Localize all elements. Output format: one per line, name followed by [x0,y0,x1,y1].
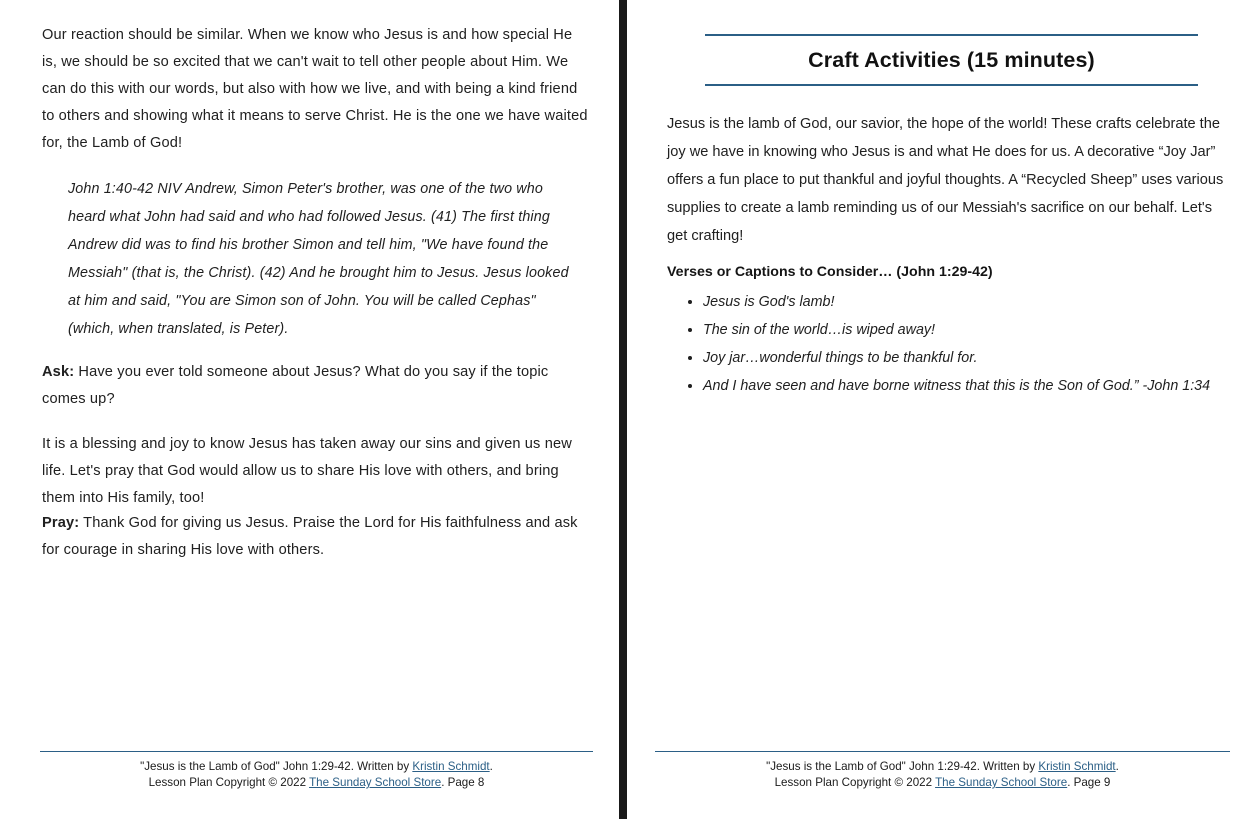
footer-credit-text-right: "Jesus is the Lamb of God" John 1:29-42. Written by [766,760,1039,773]
footer-page-number-left: . Page 8 [441,776,485,789]
paragraph-reaction: Our reaction should be similar. When we know who Jesus is and how special He is, we should be so excited that we can't wait to tell other people about Him. We can do this with our words, but also with how we live, and with being a kind friend to others and showing what it means to serve Christ. He is the one we have waited for, the Lamb of God! [42,27,588,151]
paragraph-blessing: It is a blessing and joy to know Jesus has taken away our sins and given us new life. Let's pray that God would allow us to share His love with others, and bring them into His family, too! [42,436,572,506]
verses-heading: Verses or Captions to Consider… (John 1:29-42) [667,264,993,280]
pray-text: Thank God for giving us Jesus. Praise the Lord for His faithfulness and ask for courage in sharing His love with others. [42,515,578,558]
author-link-right[interactable]: Kristin Schmidt [1038,760,1116,773]
list-item: • The sin of the world…is wiped away! [703,316,1230,344]
ask-label: Ask: [42,364,75,380]
footer-divider-right [655,751,1230,752]
heading-rule-bottom [705,84,1198,86]
left-page-body [42,22,591,564]
footer-left [0,751,619,791]
ask-text: Have you ever told someone about Jesus? What do you say if the topic comes up? [42,364,549,407]
footer-copyright-line-left [40,775,593,791]
page-left [0,0,619,819]
list-item: • And I have seen and have borne witness that this is the Son of God.” -John 1:34 [703,372,1230,400]
craft-intro-paragraph: Jesus is the lamb of God, our savior, the hope of the world! These crafts celebrate the joy we have in knowing who Jesus is and what He does for us. A decorative “Joy Jar” offers a fun place to put thankful and joyful thoughts. A “Recycled Sheep” uses various supplies to create a lamb reminding us of our Messiah's sacrifice on our behalf. Let's get crafting! [667,116,1224,244]
footer-copyright-line-right [655,775,1230,791]
verse-list [667,288,1230,400]
scripture-quote-john-1-40-42: John 1:40-42 NIV Andrew, Simon Peter's brother, was one of the two who heard what John had said and who had followed Jesus. (41) The first thing Andrew did was to find his brother Simon and tell him, "We have found the Messiah" (that is, the Christ). (42) And he brought him to Jesus. Jesus looked at him and said, "You are Simon son of John. You will be called Cephas" (which, when translated, is Peter). [68,181,569,337]
page-gutter [619,0,627,819]
heading-rule-top [705,34,1198,36]
pray-label: Pray: [42,515,80,531]
footer-credit-period-left: . [489,760,493,773]
footer-page-number-right: . Page 9 [1067,776,1111,789]
author-link-left[interactable]: Kristin Schmidt [412,760,490,773]
pray-prompt [42,510,591,564]
craft-heading-block [705,34,1198,86]
store-link-left[interactable]: The Sunday School Store [309,776,442,789]
footer-credit-line-left [40,759,593,775]
ask-prompt [42,359,591,413]
footer-credit-text-left: "Jesus is the Lamb of God" John 1:29-42. Written by [140,760,413,773]
footer-credit-period-right: . [1115,760,1119,773]
list-item: • Joy jar…wonderful things to be thankful for. [703,344,1230,372]
page-right [627,0,1260,819]
footer-copyright-text-right: Lesson Plan Copyright © 2022 [774,776,936,789]
footer-right [627,751,1260,791]
footer-divider-left [40,751,593,752]
store-link-right[interactable]: The Sunday School Store [935,776,1068,789]
page-title: Craft Activities (15 minutes) [808,48,1095,72]
footer-credit-line-right [655,759,1230,775]
list-item: • Jesus is God's lamb! [703,288,1230,316]
footer-copyright-text-left: Lesson Plan Copyright © 2022 [148,776,310,789]
